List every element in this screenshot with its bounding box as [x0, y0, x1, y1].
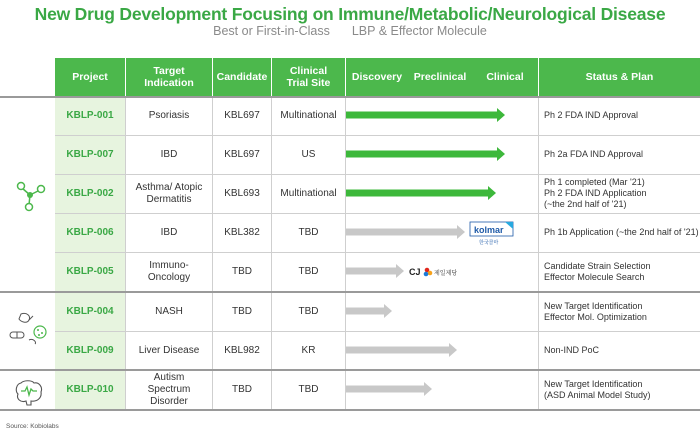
- target-indication: Liver Disease: [138, 344, 200, 356]
- header-preclinical: Preclinical: [413, 71, 467, 83]
- candidate: KBL693: [224, 187, 260, 199]
- status-line: Ph 2a FDA IND Approval: [544, 149, 644, 159]
- header-target: Target Indication: [144, 65, 194, 89]
- pipeline-table-header: [55, 58, 700, 96]
- status-line: (ASD Animal Model Study): [544, 389, 651, 400]
- candidate: TBD: [232, 265, 252, 277]
- clinical-trial-site: TBD: [298, 226, 319, 238]
- candidate: KBL382: [224, 226, 260, 238]
- project-id: KBLP-006: [55, 213, 125, 252]
- status-line: Candidate Strain Selection: [544, 260, 651, 271]
- status-plan: [539, 252, 700, 291]
- candidate: TBD: [232, 383, 252, 395]
- table-row: [55, 252, 700, 291]
- table-row: [55, 174, 700, 213]
- clinical-trial-site: TBD: [298, 305, 319, 317]
- project-id: KBLP-010: [55, 370, 125, 409]
- clinical-trial-site: Multinational: [280, 187, 337, 199]
- source-note: Source: Kobiolabs: [6, 423, 59, 430]
- progress-arrow: [346, 186, 496, 200]
- status-line: Ph 1 completed (Mar '21): [544, 177, 645, 187]
- molecule-icon: [12, 176, 48, 214]
- header-project: Project: [72, 71, 108, 83]
- header-site: Clinical Trial Site: [286, 65, 331, 89]
- project-id: KBLP-009: [55, 331, 125, 370]
- svg-text:kolmar: kolmar: [474, 225, 504, 235]
- table-row: [55, 213, 700, 252]
- project-id: KBLP-001: [55, 96, 125, 135]
- status-line: Ph 2 FDA IND Approval: [544, 110, 639, 120]
- status-plan: [539, 370, 700, 409]
- status-plan: [539, 96, 700, 135]
- status-plan: [539, 174, 700, 213]
- candidate: KBL697: [224, 148, 260, 160]
- page-subtitle: [0, 24, 700, 38]
- status-line: New Target Identification: [544, 300, 643, 311]
- progress-arrow: [346, 225, 465, 239]
- kolmar-logo: [469, 220, 514, 246]
- header-clinical: Clinical: [486, 71, 524, 83]
- status-plan: [539, 135, 700, 174]
- status-plan: [539, 292, 700, 331]
- project-id: KBLP-007: [55, 135, 125, 174]
- subtitle-part1: Best or First-in-Class: [213, 24, 330, 38]
- clinical-trial-site: TBD: [298, 265, 319, 277]
- target-indication: IBD: [160, 226, 178, 238]
- table-row: [55, 135, 700, 174]
- status-line: Ph 2 FDA IND Application: [544, 188, 647, 198]
- brain-icon: [13, 377, 45, 407]
- project-id: KBLP-005: [55, 252, 125, 291]
- header-candidate: Candidate: [216, 71, 268, 83]
- target-indication: NASH: [155, 305, 183, 317]
- status-line: Effector Mol. Optimization: [544, 311, 647, 322]
- page-title: New Drug Development Focusing on Immune/Metabolic/Neurological Disease: [34, 4, 666, 24]
- target-indication: Asthma/ Atopic Dermatitis: [135, 181, 203, 205]
- status-line: New Target Identification: [544, 378, 643, 389]
- svg-text:한국콜마: 한국콜마: [479, 240, 499, 246]
- progress-arrow: [346, 304, 392, 318]
- svg-text:제일제당: 제일제당: [434, 270, 457, 277]
- status-line: Ph 1b Application (~the 2nd half of '21): [544, 227, 699, 237]
- status-plan: [539, 331, 700, 370]
- clinical-trial-site: KR: [301, 344, 316, 356]
- table-row: [55, 331, 700, 370]
- status-line: Effector Molecule Search: [544, 271, 645, 282]
- status-line: Non-IND PoC: [544, 345, 600, 355]
- target-indication: IBD: [160, 148, 178, 160]
- svg-text:CJ: CJ: [409, 267, 421, 277]
- cj-logo: [409, 264, 457, 280]
- progress-arrow: [346, 382, 432, 396]
- project-id: KBLP-002: [55, 174, 125, 213]
- table-row: [55, 292, 700, 331]
- candidate: KBL697: [224, 109, 260, 121]
- candidate: KBL982: [224, 344, 260, 356]
- subtitle-part2: LBP & Effector Molecule: [351, 24, 487, 38]
- liver-pills-icon: [7, 310, 51, 346]
- progress-arrow: [346, 147, 505, 161]
- clinical-trial-site: US: [301, 148, 316, 160]
- header-status: Status & Plan: [585, 71, 654, 83]
- progress-arrow: [346, 108, 505, 122]
- table-row: [55, 96, 700, 135]
- status-plan: [539, 213, 700, 252]
- target-indication: Psoriasis: [148, 109, 190, 121]
- progress-arrow: [346, 343, 457, 357]
- clinical-trial-site: Multinational: [280, 109, 337, 121]
- target-indication: Immuno-Oncology: [147, 259, 191, 283]
- candidate: TBD: [232, 305, 252, 317]
- status-line: (~the 2nd half of '21): [544, 199, 627, 209]
- project-id: KBLP-004: [55, 292, 125, 331]
- target-indication: Autism Spectrum Disorder: [147, 371, 191, 407]
- table-row: [55, 370, 700, 409]
- header-discovery: Discovery: [351, 71, 403, 83]
- progress-arrow: [346, 264, 404, 278]
- clinical-trial-site: TBD: [298, 383, 319, 395]
